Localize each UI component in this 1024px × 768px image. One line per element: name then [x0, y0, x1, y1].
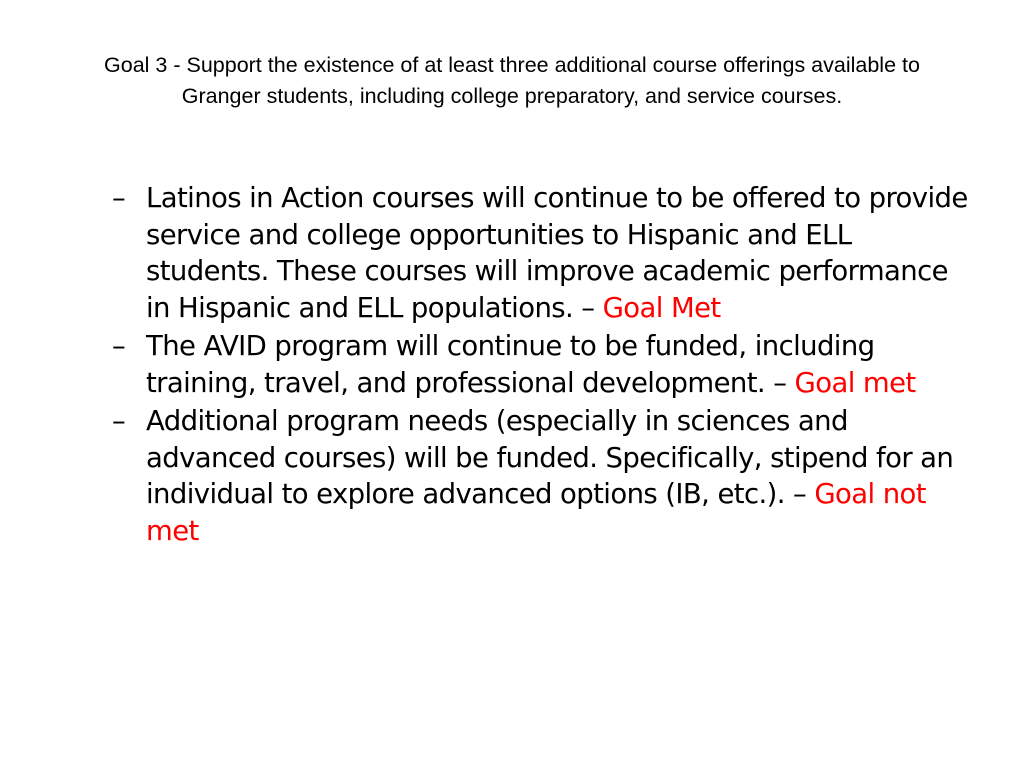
bullet-text: Additional program needs (especially in sciences and advanced courses) will be funded. Specifically, stipend for an individual to explore advanced options (IB, etc.).	[146, 405, 954, 510]
bullet-separator: –	[581, 291, 603, 324]
bullet-text: The AVID program will continue to be funded, including training, travel, and professional development.	[146, 330, 875, 399]
bullet-list	[112, 180, 972, 551]
bullet-dash-icon: –	[112, 330, 126, 362]
bullet-item	[112, 328, 972, 401]
bullet-separator: –	[773, 366, 795, 399]
bullet-text: Latinos in Action courses will continue to be offered to provide service and college opportunities to Hispanic and ELL students. These courses will improve academic performance in Hispanic and ELL populations.	[146, 182, 968, 324]
bullet-item	[112, 180, 972, 326]
bullet-dash-icon: –	[112, 182, 126, 214]
slide-title: Goal 3 - Support the existence of at least three additional course offerings available to Granger students, including college preparatory, and service courses.	[104, 53, 920, 108]
bullet-separator: –	[793, 478, 815, 510]
bullet-dash-icon: –	[112, 405, 126, 437]
goal-status: Goal Met	[602, 291, 721, 324]
goal-status: Goal met	[794, 366, 916, 399]
bullet-item	[112, 403, 972, 549]
goal-status: Goal not met	[146, 478, 926, 547]
